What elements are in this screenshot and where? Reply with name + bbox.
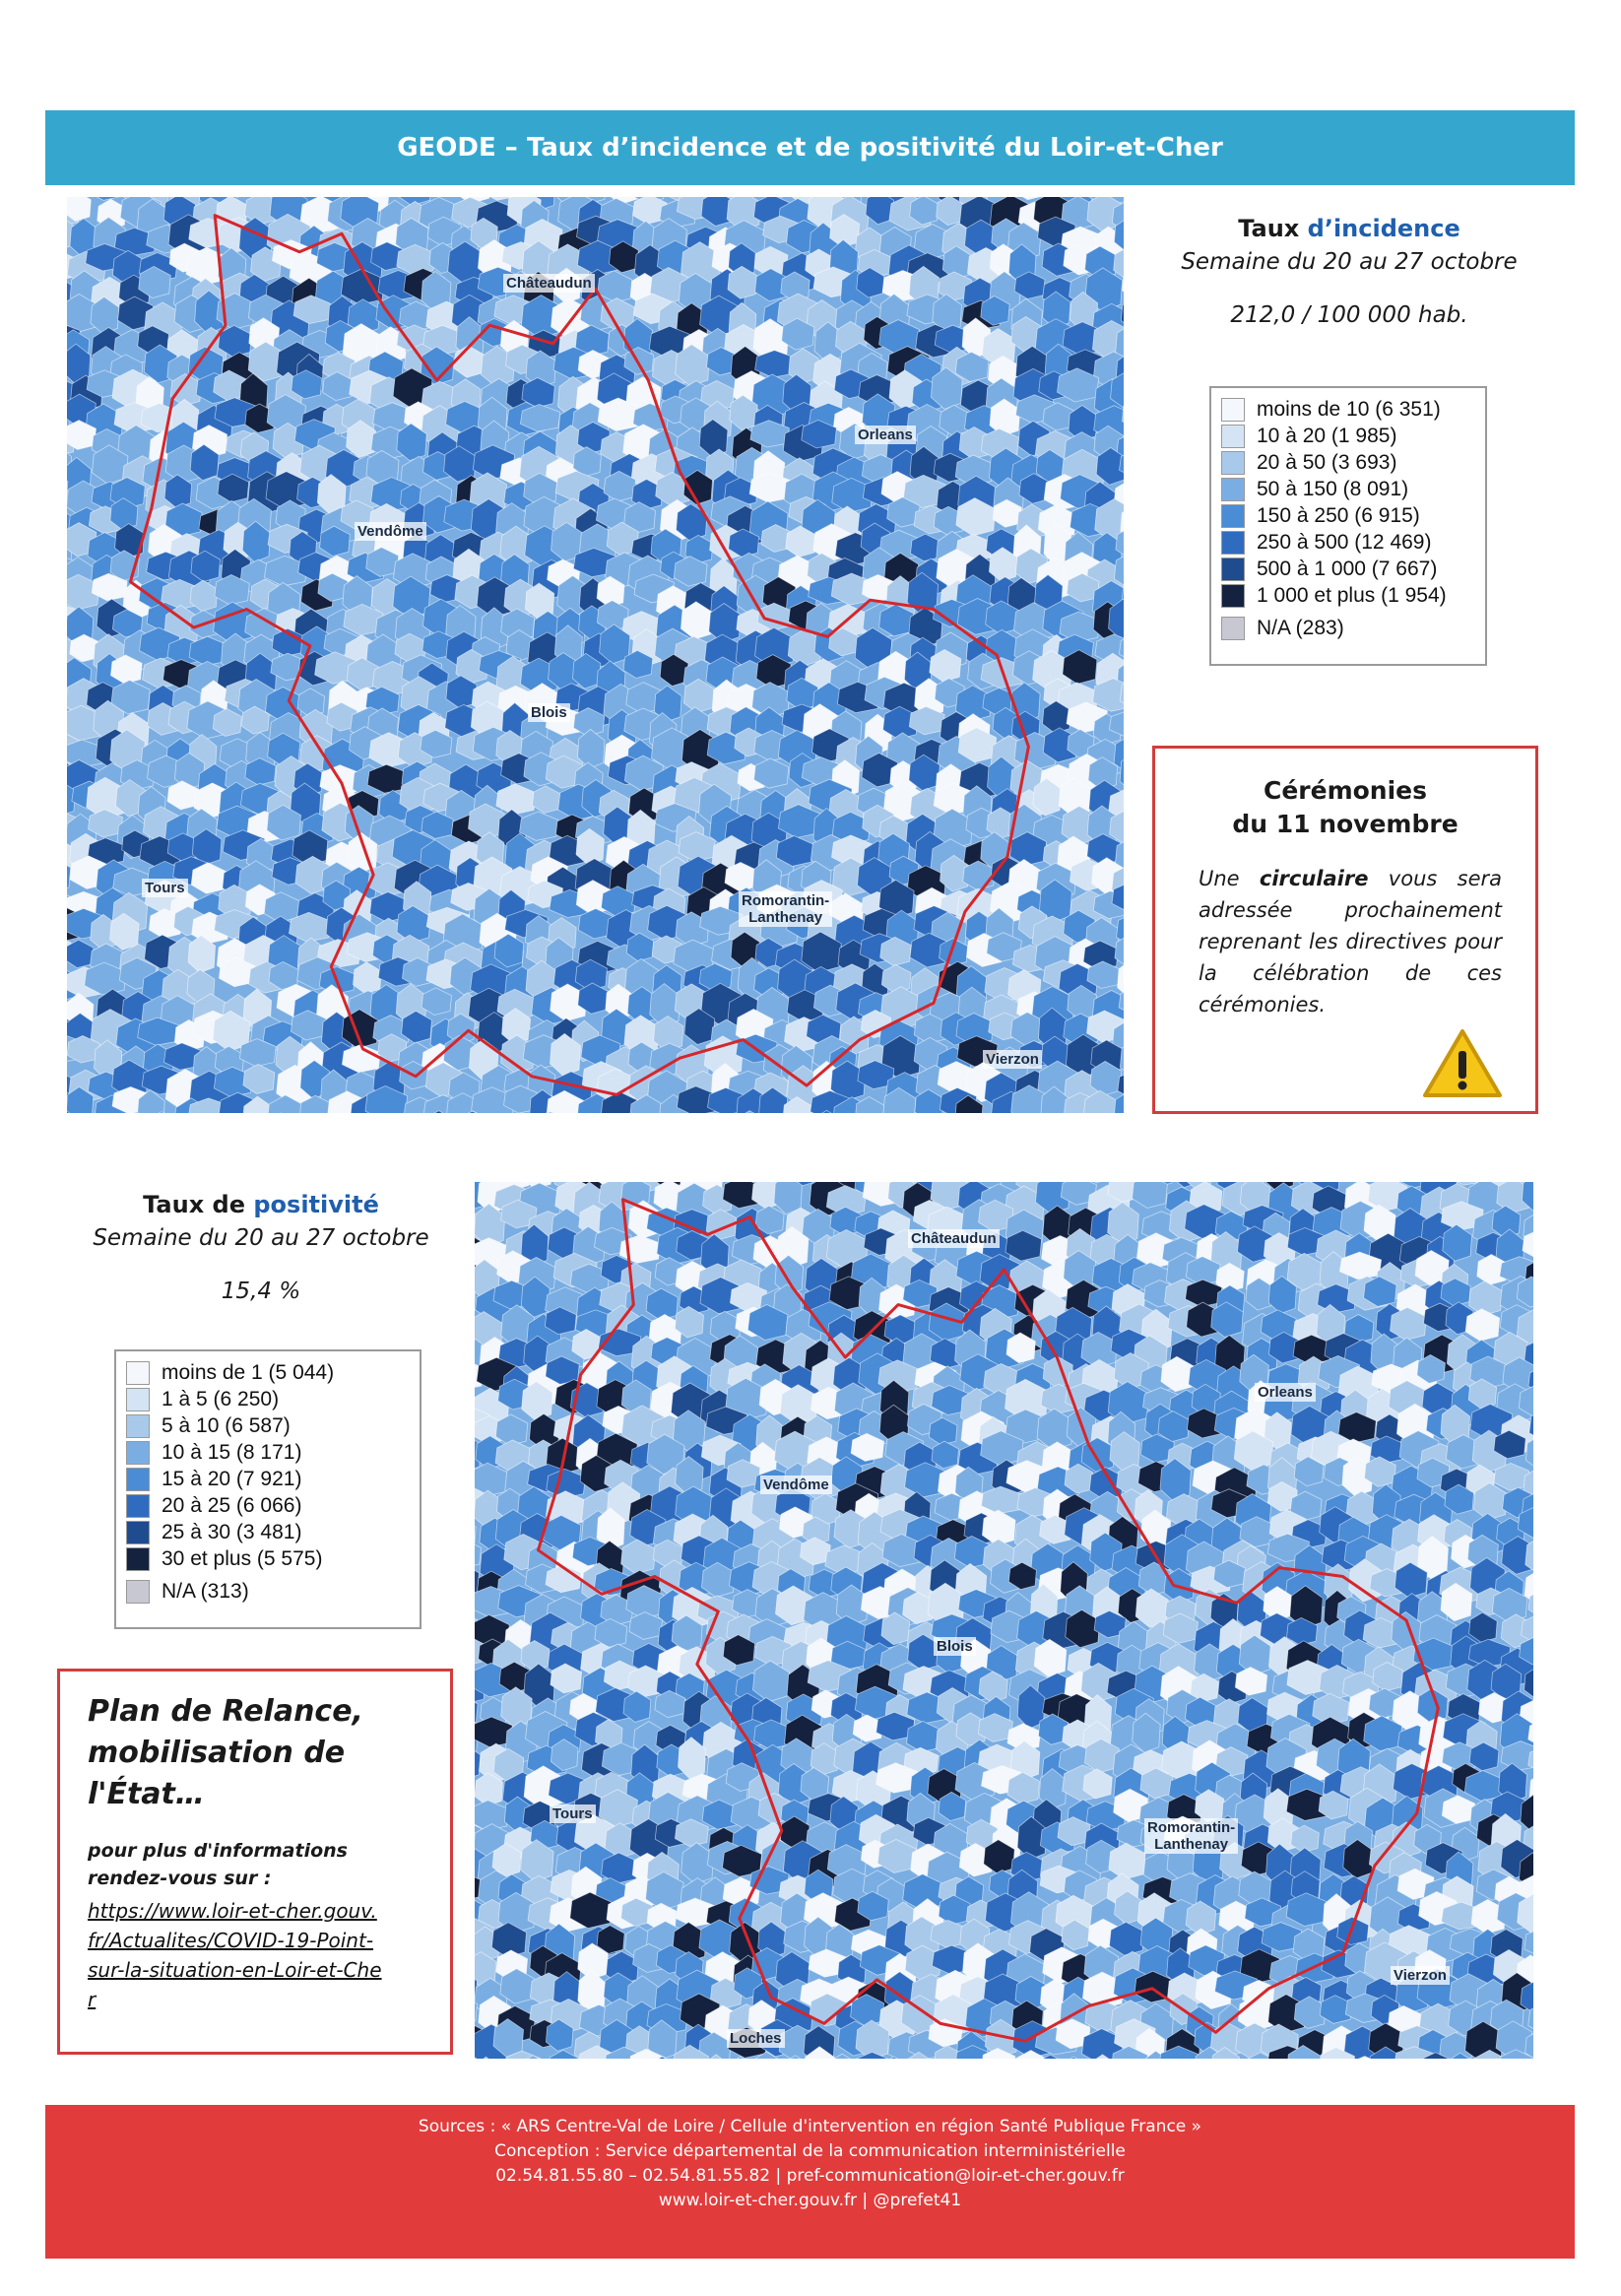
legend-swatch [1221,398,1245,422]
positivite-info [69,1188,453,1304]
relance-info: pour plus d'informations rendez-vous sur : [88,1840,348,1889]
legend-swatch [1221,584,1245,608]
legend-swatch [126,1414,150,1438]
legend-item [126,1492,410,1519]
legend-swatch [1221,531,1245,555]
legend-swatch [1221,504,1245,528]
footer [45,2105,1575,2259]
relance-box [57,1669,453,2055]
footer-website: www.loir-et-cher.gouv.fr | @prefet41 [658,2191,962,2210]
legend-label: moins de 1 (5 044) [162,1360,335,1384]
incidence-title: Taux d’incidence [1238,215,1460,242]
incidence-info [1142,212,1556,328]
legend-label: 1 000 et plus (1 954) [1257,583,1447,607]
legend-item [1221,396,1475,423]
legend-item [1221,502,1475,529]
legend-item [126,1359,410,1386]
legend-swatch [1221,558,1245,581]
legend-label: 1 à 5 (6 250) [162,1387,280,1410]
legend-item-na [1221,615,1475,641]
incidence-map-canvas [67,197,1124,1113]
legend-label: 250 à 500 (12 469) [1257,530,1432,554]
positivite-period: Semaine du 20 au 27 octobre [93,1225,429,1251]
map-label-loches: Loches [727,2029,785,2048]
legend-label: 500 à 1 000 (7 667) [1257,557,1438,580]
legend-item [1221,423,1475,449]
legend-swatch [1221,478,1245,501]
ceremonies-title: Cérémonies du 11 novembre [1232,776,1459,838]
legend-label: 25 à 30 (3 481) [162,1520,302,1543]
legend-swatch [126,1494,150,1518]
legend-label: N/A (313) [162,1579,249,1603]
legend-swatch [1221,451,1245,475]
legend-item [1221,449,1475,476]
map-label-vendome: Vendôme [355,522,426,541]
legend-swatch [1221,617,1245,640]
relance-link[interactable]: https://www.loir-et-cher.gouv.fr/Actualites/COVID-19-Point-sur-la-situation-en-Loir-et-Cher [88,1899,382,2011]
incidence-period: Semaine du 20 au 27 octobre [1181,249,1518,275]
legend-item [126,1386,410,1412]
relance-title: Plan de Relance, mobilisation de l'État… [88,1694,363,1811]
legend-swatch [126,1388,150,1411]
legend-swatch [126,1521,150,1544]
map-label-vierzon: Vierzon [1391,1966,1450,1985]
legend-item [126,1439,410,1466]
page-header [45,110,1575,185]
legend-item [126,1519,410,1545]
map-label-romorantin: Romorantin- Lanthenay [739,891,832,927]
map-label-chateaudun: Châteaudun [503,274,595,293]
positivite-legend [114,1349,421,1629]
legend-label: 20 à 50 (3 693) [1257,450,1397,474]
map-label-vierzon: Vierzon [983,1050,1042,1069]
legend-label: N/A (283) [1257,616,1344,639]
warning-icon [1421,1026,1504,1105]
map-label-tours: Tours [142,879,188,897]
legend-swatch [126,1468,150,1491]
legend-label: 50 à 150 (8 091) [1257,477,1409,500]
map-label-blois: Blois [528,703,570,722]
legend-label: 10 à 20 (1 985) [1257,424,1397,447]
map-label-orleans: Orleans [1255,1383,1316,1402]
positivite-map-canvas [475,1182,1533,2059]
positivite-title: Taux de positivité [143,1191,379,1218]
incidence-map[interactable] [67,197,1124,1113]
legend-item [1221,476,1475,502]
page-title: GEODE – Taux d’incidence et de positivité du Loir-et-Cher [397,133,1223,163]
legend-swatch [126,1361,150,1385]
legend-label: 5 à 10 (6 587) [162,1413,291,1437]
map-label-tours: Tours [550,1804,596,1823]
legend-label: moins de 10 (6 351) [1257,397,1441,421]
incidence-legend [1209,386,1487,666]
legend-item-na [126,1578,410,1605]
legend-item [126,1412,410,1439]
footer-sources: Sources : « ARS Centre-Val de Loire / Cellule d'intervention en région Santé Publique France » [418,2117,1202,2136]
map-label-romorantin: Romorantin- Lanthenay [1144,1818,1238,1854]
ceremonies-text: Une circulaire vous sera adressée prochainement reprenant les directives pour la célébration de ces cérémonies. [1199,867,1502,1017]
legend-swatch [126,1580,150,1604]
legend-item [1221,529,1475,556]
legend-label: 30 et plus (5 575) [162,1546,323,1570]
legend-swatch [126,1441,150,1465]
legend-swatch [126,1547,150,1571]
legend-label: 20 à 25 (6 066) [162,1493,302,1517]
positivite-value: 15,4 % [221,1279,301,1304]
legend-item [126,1545,410,1572]
legend-label: 15 à 20 (7 921) [162,1467,302,1490]
positivite-map[interactable] [475,1182,1533,2059]
map-label-orleans: Orleans [855,426,916,444]
legend-item [126,1466,410,1492]
legend-label: 150 à 250 (6 915) [1257,503,1420,527]
legend-item [1221,582,1475,609]
legend-label: 10 à 15 (8 171) [162,1440,302,1464]
map-label-blois: Blois [934,1637,976,1656]
footer-conception: Conception : Service départemental de la communication interministérielle [494,2141,1126,2161]
footer-phone-email: 02.54.81.55.80 – 02.54.81.55.82 | pref-communication@loir-et-cher.gouv.fr [495,2166,1125,2186]
ceremonies-box [1152,746,1538,1114]
legend-item [1221,556,1475,582]
map-label-vendome: Vendôme [760,1476,832,1494]
incidence-value: 212,0 / 100 000 hab. [1230,302,1468,328]
map-label-chateaudun: Châteaudun [908,1229,1000,1248]
commune-shape [67,197,91,222]
legend-swatch [1221,425,1245,448]
